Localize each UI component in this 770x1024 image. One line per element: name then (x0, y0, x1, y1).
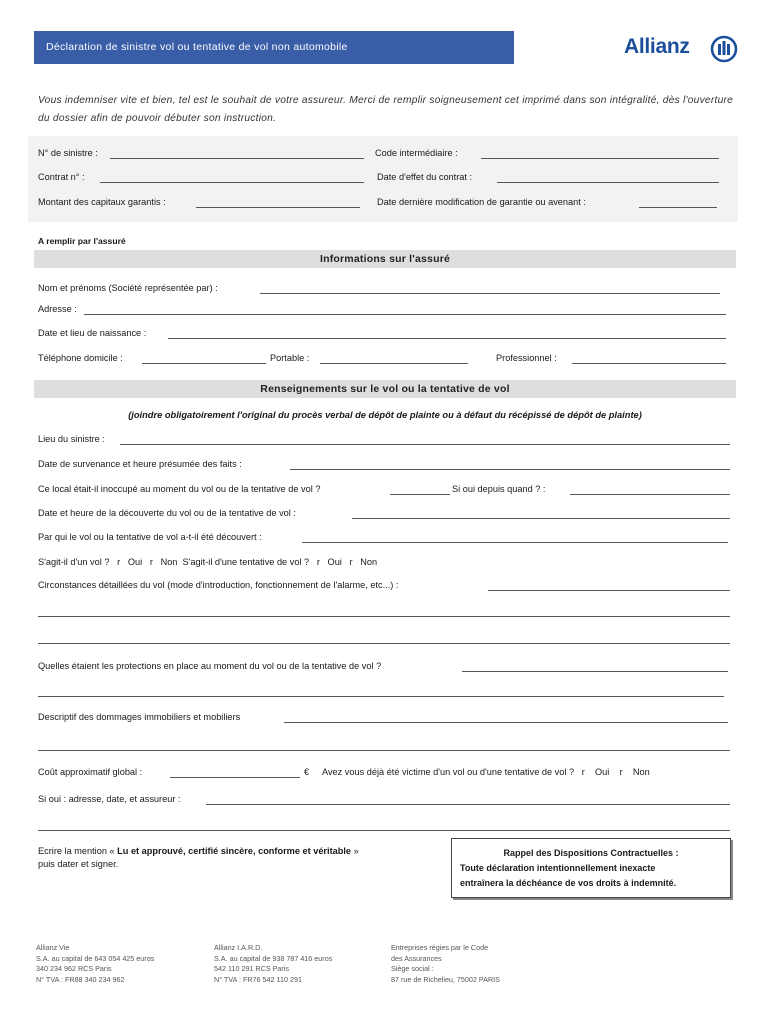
telephone-pro-field[interactable]: Professionnel : (496, 353, 726, 367)
form-title-bar (34, 31, 514, 64)
tentative-oui-label: Oui (327, 557, 342, 567)
local-inoccupe-field[interactable]: Ce local était-il inoccupé au moment du vol ou de la tentative de vol ? (38, 484, 450, 498)
montant-capitaux-field[interactable]: Montant des capitaux garantis : (38, 197, 360, 211)
circonstances-line-3[interactable] (38, 633, 730, 647)
lieu-sinistre-field[interactable]: Lieu du sinistre : (38, 434, 730, 448)
si-oui-line-2[interactable] (38, 820, 730, 834)
mention-line-1: Ecrire la mention « Lu et approuvé, certifié sincère, conforme et véritable » (38, 846, 359, 856)
vol-non-label: Non (160, 557, 178, 567)
decouvert-par-field[interactable]: Par qui le vol ou la tentative de vol a-t-il été découvert : (38, 532, 728, 546)
victime-question: Avez vous déjà été victime d'un vol ou d'une tentative de vol ? (322, 767, 575, 777)
section-vol-title: Renseignements sur le vol ou la tentative de vol (260, 383, 510, 395)
footer-allianz-iard: Allianz I.A.R.D. S.A. au capital de 938 787 416 euros 542 110 291 RCS Paris N° TVA : FR76 542 110 291 (214, 943, 333, 984)
telephone-domicile-field[interactable]: Téléphone domicile : (38, 353, 266, 367)
dommages-field[interactable]: Descriptif des dommages immobiliers et mobiliers (38, 712, 728, 726)
circonstances-field[interactable]: Circonstances détaillées du vol (mode d'introduction, fonctionnement de l'alarme, etc...) : (38, 580, 730, 594)
circonstances-line-2[interactable] (38, 606, 730, 620)
rappel-line-1: Toute déclaration intentionnellement inexacte (460, 863, 656, 873)
victime-oui-checkbox[interactable]: r (581, 767, 585, 777)
vol-oui-label: Oui (127, 557, 143, 567)
date-modification-field[interactable]: Date dernière modification de garantie ou avenant : (377, 197, 717, 211)
nom-prenoms-field[interactable]: Nom et prénoms (Société représentée par) : (38, 283, 720, 297)
footer-siege-social: Entreprises régies par le Code des Assurances Siège social : 87 rue de Richelieu, 75002 PARIS (391, 943, 500, 984)
rappel-title: Rappel des Dispositions Contractuelles : (503, 848, 679, 858)
section-assure-title: Informations sur l'assuré (319, 253, 451, 265)
tentative-oui-checkbox[interactable]: r (316, 557, 320, 567)
vol-question: S'agit-il d'un vol ? (38, 557, 110, 567)
a-remplir-label: A remplir par l'assuré (38, 236, 126, 246)
adresse-field[interactable]: Adresse : (38, 304, 726, 318)
naissance-field[interactable]: Date et lieu de naissance : (38, 328, 726, 342)
section-vol-header (34, 380, 736, 398)
contrat-number-field[interactable]: Contrat n° : (38, 172, 364, 186)
dommages-line-2[interactable] (38, 740, 730, 754)
tentative-non-checkbox[interactable]: r (349, 557, 353, 567)
portable-field[interactable]: Portable : (270, 353, 468, 367)
victime-row (322, 767, 650, 777)
tentative-question: S'agit-il d'une tentative de vol ? (182, 557, 310, 567)
date-survenance-field[interactable]: Date de survenance et heure présumée des faits : (38, 459, 730, 473)
protections-line-2[interactable] (38, 686, 724, 700)
type-sinistre-row (38, 557, 377, 567)
plainte-note: (joindre obligatoirement l'original du procès verbal de dépôt de plainte ou à défaut du récépissé de dépôt de plainte) (128, 410, 642, 420)
rappel-line-2: entraînera la déchéance de vos droits à indemnité. (460, 878, 677, 888)
mention-bold-text: Lu et approuvé, certifié sincère, conforme et véritable (114, 846, 354, 856)
sinistre-number-field[interactable]: N° de sinistre : (38, 148, 364, 162)
form-title: Déclaration de sinistre vol ou tentative de vol non automobile (46, 41, 348, 53)
victime-oui-label: Oui (595, 767, 610, 777)
rappel-dispositions-box (451, 838, 731, 898)
code-intermediaire-field[interactable]: Code intermédiaire : (375, 148, 719, 162)
euro-sign: € (304, 767, 310, 777)
protections-field[interactable]: Quelles étaient les protections en place au moment du vol ou de la tentative de vol ? (38, 661, 728, 675)
date-decouverte-field[interactable]: Date et heure de la découverte du vol ou de la tentative de vol : (38, 508, 730, 522)
allianz-logo (624, 33, 744, 61)
vol-oui-checkbox[interactable]: r (117, 557, 121, 567)
si-oui-assureur-field[interactable]: Si oui : adresse, date, et assureur : (38, 794, 730, 808)
mention-line-2: puis dater et signer. (38, 859, 119, 869)
section-assure-header (34, 250, 736, 268)
intro-text: Vous indemniser vite et bien, tel est le souhait de votre assureur. Merci de remplir soigneusement cet imprimé dans son intégralité, dès l'ouverture du dossier afin de pouvoir débuter son instruction. (38, 95, 734, 124)
cout-global-field[interactable]: Coût approximatif global : (38, 767, 300, 781)
victime-non-label: Non (632, 767, 650, 777)
vol-non-checkbox[interactable]: r (149, 557, 153, 567)
date-effet-field[interactable]: Date d'effet du contrat : (377, 172, 719, 186)
allianz-eagle-icon (710, 35, 738, 63)
depuis-quand-field[interactable]: Si oui depuis quand ? : (452, 484, 730, 498)
footer-allianz-vie: Allianz Vie S.A. au capital de 643 054 425 euros 340 234 962 RCS Paris N° TVA : FR88 340 234 962 (36, 943, 155, 984)
logo-text: Allianz (624, 35, 690, 58)
tentative-non-label: Non (360, 557, 378, 567)
victime-non-checkbox[interactable]: r (619, 767, 623, 777)
